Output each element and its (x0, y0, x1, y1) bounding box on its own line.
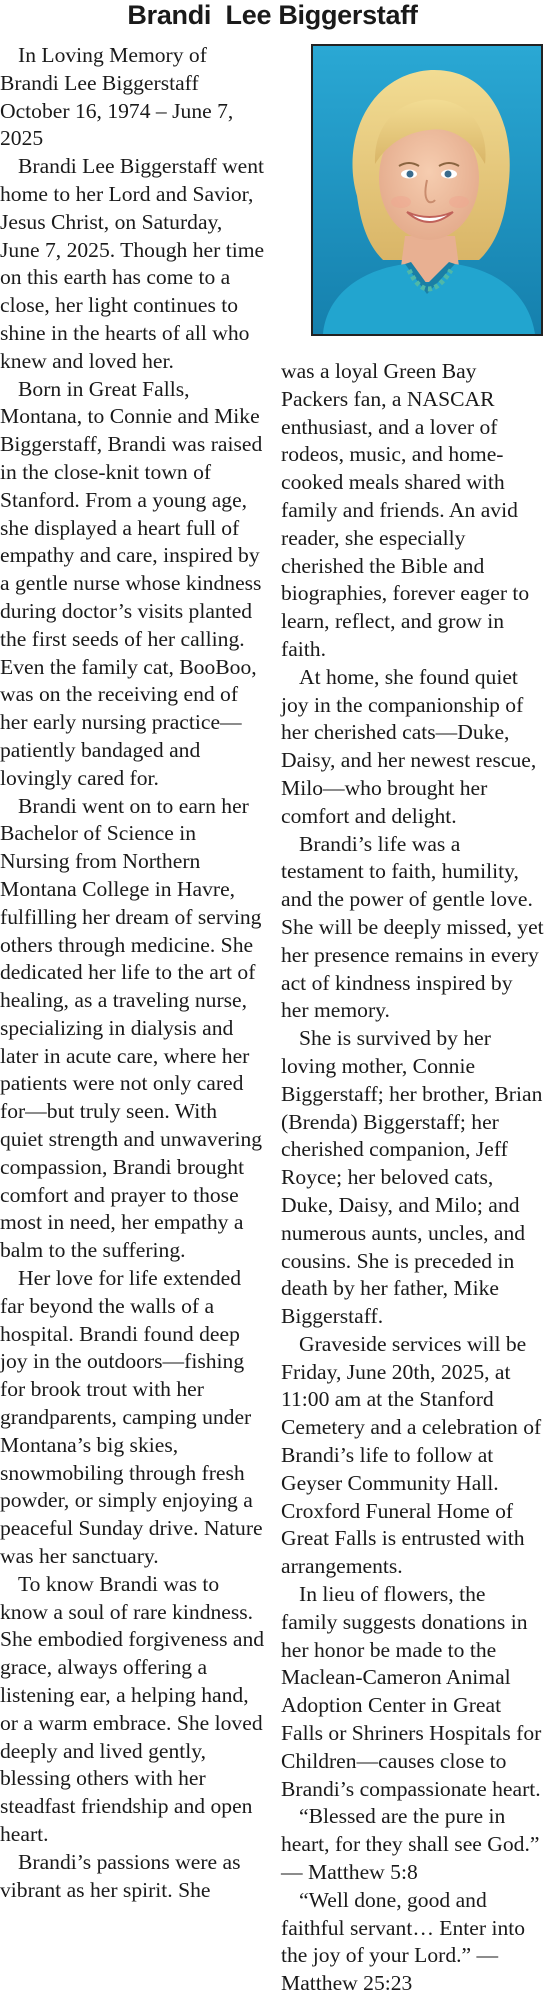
left-column (0, 42, 265, 1904)
donations-paragraph: In lieu of flowers, the family suggests donations in her honor be made to the Maclean-Cameron Animal Adoption Center in Great Falls or Shriners Hospitals for Children—causes close to Brandi’s compassionate heart. (281, 1582, 542, 1801)
body-paragraph: Brandi’s passions were as vibrant as her spirit. She (0, 1849, 241, 1902)
body-paragraph: To know Brandi was to know a soul of rare kindness. She embodied forgiveness and grace, always offering a listening ear, a helping hand, or a warm embrace. She loved deeply and lived gently, blessing others with her steadfast friendship and open heart. (0, 1571, 265, 1846)
portrait-image (313, 46, 541, 334)
body-paragraph-continued: was a loyal Green Bay Packers fan, a NASCAR enthusiast, and a lover of rodeos, music, and home-cooked meals shared with family and friends. An avid reader, she especially cherished the Bible and biographies, forever eager to learn, reflect, and grow in faith. (281, 359, 530, 661)
scripture-quote: “Well done, good and faithful servant… Enter into the joy of your Lord.” — Matthew 25:23 (281, 1887, 526, 1996)
survivors-paragraph: She is survived by her loving mother, Connie Biggerstaff; her brother, Brian (Brenda) Biggerstaff; her cherished companion, Jeff Royce; her beloved cats, Duke, Daisy, and Milo; and numerous aunts, uncles, and cousins. She is preceded in death by her father, Mike Biggerstaff. (281, 1026, 543, 1329)
body-paragraph: At home, she found quiet joy in the companionship of her cherished cats—Duke, Daisy, and her newest rescue, Milo—who brought her comfort and delight. (281, 664, 537, 828)
body-paragraph: Born in Great Falls, Montana, to Connie and Mike Biggerstaff, Brandi was raised in the close-knit town of Stanford. From a young age, she displayed a heart full of empathy and care, inspired by a gentle nurse whose kindness during doctor’s visits planted the first seeds of her calling. Even the family cat, BooBoo, was on the receiving end of her early nursing practice—patiently bandaged and lovingly cared for. (0, 376, 263, 790)
right-column (281, 358, 544, 1998)
body-paragraph: Her love for life extended far beyond the walls of a hospital. Brandi found deep joy in the outdoors—fishing for brook trout with her grandparents, camping under Montana’s big skies, snowmobiling through fresh powder, or simply enjoying a peaceful Sunday drive. Nature was her sanctuary. (0, 1266, 263, 1569)
body-paragraph: Brandi Lee Biggerstaff went home to her Lord and Savior, Jesus Christ, on Saturday, June 7, 2025. Though her time on this earth has come to a close, her light continues to shine in the hearts of all who knew and loved her. (0, 154, 265, 373)
scripture-quote: “Blessed are the pure in heart, for they shall see God.” — Matthew 5:8 (281, 1804, 540, 1885)
services-paragraph: Graveside services will be Friday, June 20th, 2025, at 11:00 am at the Stanford Cemetery and a celebration of Brandi’s life to follow at Geyser Community Hall. Croxford Funeral Home of Great Falls is entrusted with arrangements. (281, 1331, 542, 1579)
obituary-title: Brandi Lee Biggerstaff (127, 0, 418, 30)
memorial-heading: In Loving Memory of Brandi Lee Biggerstaff October 16, 1974 – June 7, 2025 (0, 43, 234, 151)
portrait-photo (311, 44, 543, 336)
body-paragraph: Brandi went on to earn her Bachelor of Science in Nursing from Northern Montana College in Havre, fulfilling her dream of serving others through medicine. She dedicated her life to the art of healing, as a traveling nurse, specializing in dialysis and later in acute care, where her patients were not only cared for—but truly seen. With quiet strength and unwavering compassion, Brandi brought comfort and prayer to those most in need, her empathy a balm to the suffering. (0, 793, 263, 1263)
body-paragraph: Brandi’s life was a testament to faith, humility, and the power of gentle love. She will be deeply missed, yet her presence remains in every act of kindness inspired by her memory. (281, 831, 544, 1023)
